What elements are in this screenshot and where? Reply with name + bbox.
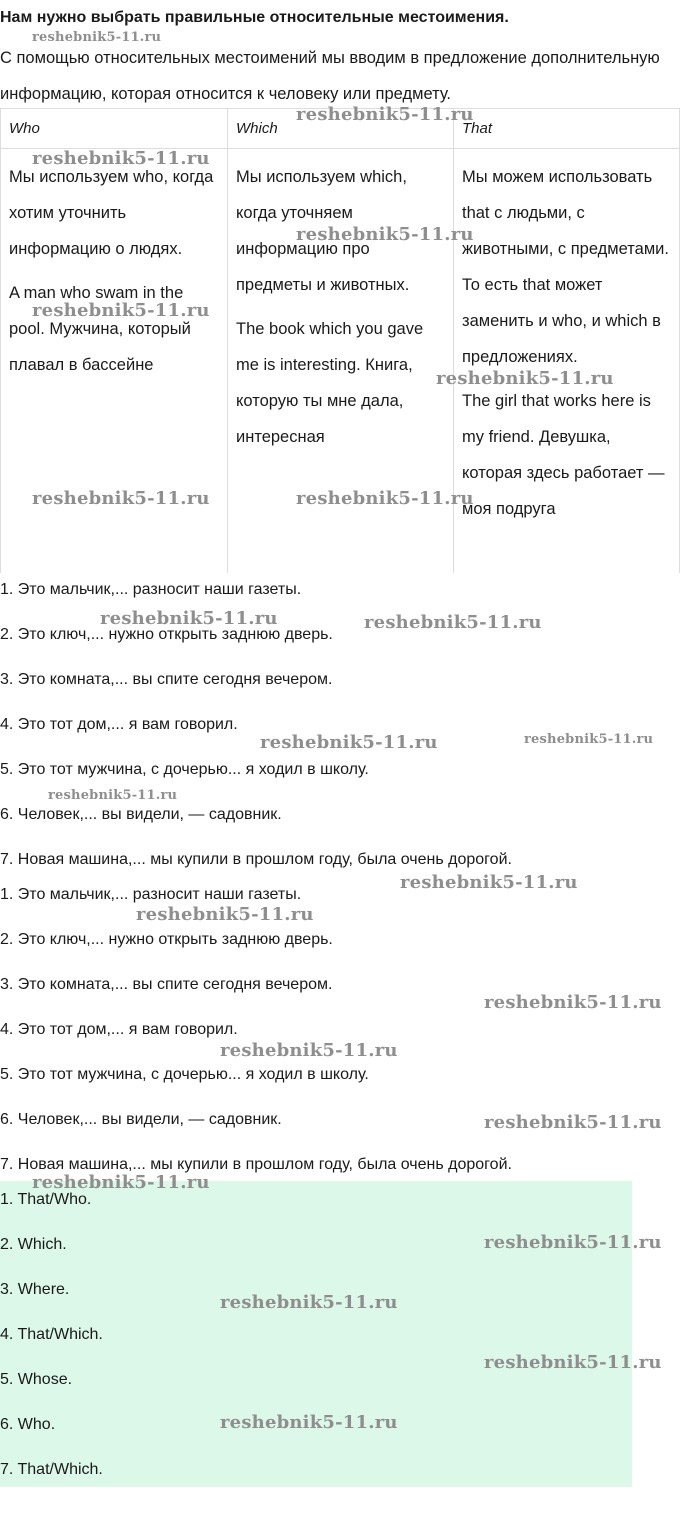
task-item: 1. Это мальчик,... разносит наши газеты.: [0, 886, 302, 903]
watermark: reshebnik5-11.ru: [32, 300, 210, 321]
watermark: reshebnik5-11.ru: [484, 992, 662, 1013]
table-column-that: [454, 109, 680, 573]
task-item: 2. Это ключ,... нужно открыть заднюю дверь.: [0, 626, 333, 643]
watermark: reshebnik5-11.ru: [48, 788, 178, 803]
watermark: reshebnik5-11.ru: [296, 104, 474, 125]
task-item: 7. Новая машина,... мы купили в прошлом году, была очень дорогой.: [0, 1156, 512, 1173]
cell-rule-text: Мы используем which, когда уточняем информацию про предметы и животных.: [236, 168, 410, 294]
answer-item: 2. Which.: [0, 1236, 67, 1253]
table-header-that: That: [454, 109, 679, 149]
watermark: reshebnik5-11.ru: [524, 732, 654, 747]
cell-rule-text: Мы можем использовать that с людьми, с животными, с предметами. То есть that может заменить и who, и which в предложениях.: [462, 168, 669, 366]
watermark: reshebnik5-11.ru: [32, 1172, 210, 1193]
watermark: reshebnik5-11.ru: [32, 30, 162, 45]
watermark: reshebnik5-11.ru: [484, 1352, 662, 1373]
task-item: 3. Это комната,... вы спите сегодня вечером.: [0, 976, 333, 993]
watermark: reshebnik5-11.ru: [100, 608, 278, 629]
watermark: reshebnik5-11.ru: [296, 488, 474, 509]
task-item: 7. Новая машина,... мы купили в прошлом году, была очень дорогой.: [0, 851, 512, 868]
watermark: reshebnik5-11.ru: [364, 612, 542, 633]
cell-example-text: The girl that works here is my friend. Девушка, которая здесь работает — моя подруга: [462, 392, 665, 518]
watermark: reshebnik5-11.ru: [136, 904, 314, 925]
task-item: 4. Это тот дом,... я вам говорил.: [0, 716, 238, 733]
watermark: reshebnik5-11.ru: [436, 368, 614, 389]
watermark: reshebnik5-11.ru: [220, 1292, 398, 1313]
table-cell-who: [9, 159, 221, 391]
table-cell-that: [462, 159, 673, 535]
watermark: reshebnik5-11.ru: [260, 732, 438, 753]
task-item: 6. Человек,... вы видели, — садовник.: [0, 806, 282, 823]
watermark: reshebnik5-11.ru: [220, 1412, 398, 1433]
cell-rule-text: Мы используем who, когда хотим уточнить информацию о людях.: [9, 168, 214, 258]
intro-paragraph: С помощью относительных местоимений мы вводим в предложение дополнительную информацию, которая относится к человеку или предмету.: [0, 49, 660, 103]
answers-block: [0, 1181, 632, 1487]
watermark: reshebnik5-11.ru: [32, 148, 210, 169]
table-cell-which: [236, 159, 447, 463]
watermark: reshebnik5-11.ru: [296, 224, 474, 245]
page-heading: Нам нужно выбрать правильные относительные местоимения.: [0, 9, 509, 26]
answer-item: 4. That/Which.: [0, 1326, 103, 1343]
watermark: reshebnik5-11.ru: [220, 1040, 398, 1061]
task-item: 2. Это ключ,... нужно открыть заднюю дверь.: [0, 931, 333, 948]
table-header-who: Who: [1, 109, 227, 149]
task-item: 1. Это мальчик,... разносит наши газеты.: [0, 581, 302, 598]
table-header-which: Which: [228, 109, 453, 149]
answer-item: 1. That/Who.: [0, 1191, 92, 1208]
answer-item: 3. Where.: [0, 1281, 70, 1298]
watermark: reshebnik5-11.ru: [484, 1232, 662, 1253]
answer-item: 5. Whose.: [0, 1371, 73, 1388]
cell-example-text: A man who swam in the pool. Мужчина, который плавал в бассейне: [9, 284, 191, 374]
task-item: 5. Это тот мужчина, с дочерью... я ходил в школу.: [0, 1066, 369, 1083]
cell-example-text: The book which you gave me is interesting. Книга, которую ты мне дала, интересная: [236, 320, 424, 446]
watermark: reshebnik5-11.ru: [32, 488, 210, 509]
task-item: 3. Это комната,... вы спите сегодня вечером.: [0, 671, 333, 688]
answer-item: 6. Who.: [0, 1416, 56, 1433]
task-item: 5. Это тот мужчина, с дочерью... я ходил в школу.: [0, 761, 369, 778]
watermark: reshebnik5-11.ru: [400, 872, 578, 893]
task-item: 6. Человек,... вы видели, — садовник.: [0, 1111, 282, 1128]
answer-item: 7. That/Which.: [0, 1461, 103, 1478]
task-item: 4. Это тот дом,... я вам говорил.: [0, 1021, 238, 1038]
watermark: reshebnik5-11.ru: [484, 1112, 662, 1133]
